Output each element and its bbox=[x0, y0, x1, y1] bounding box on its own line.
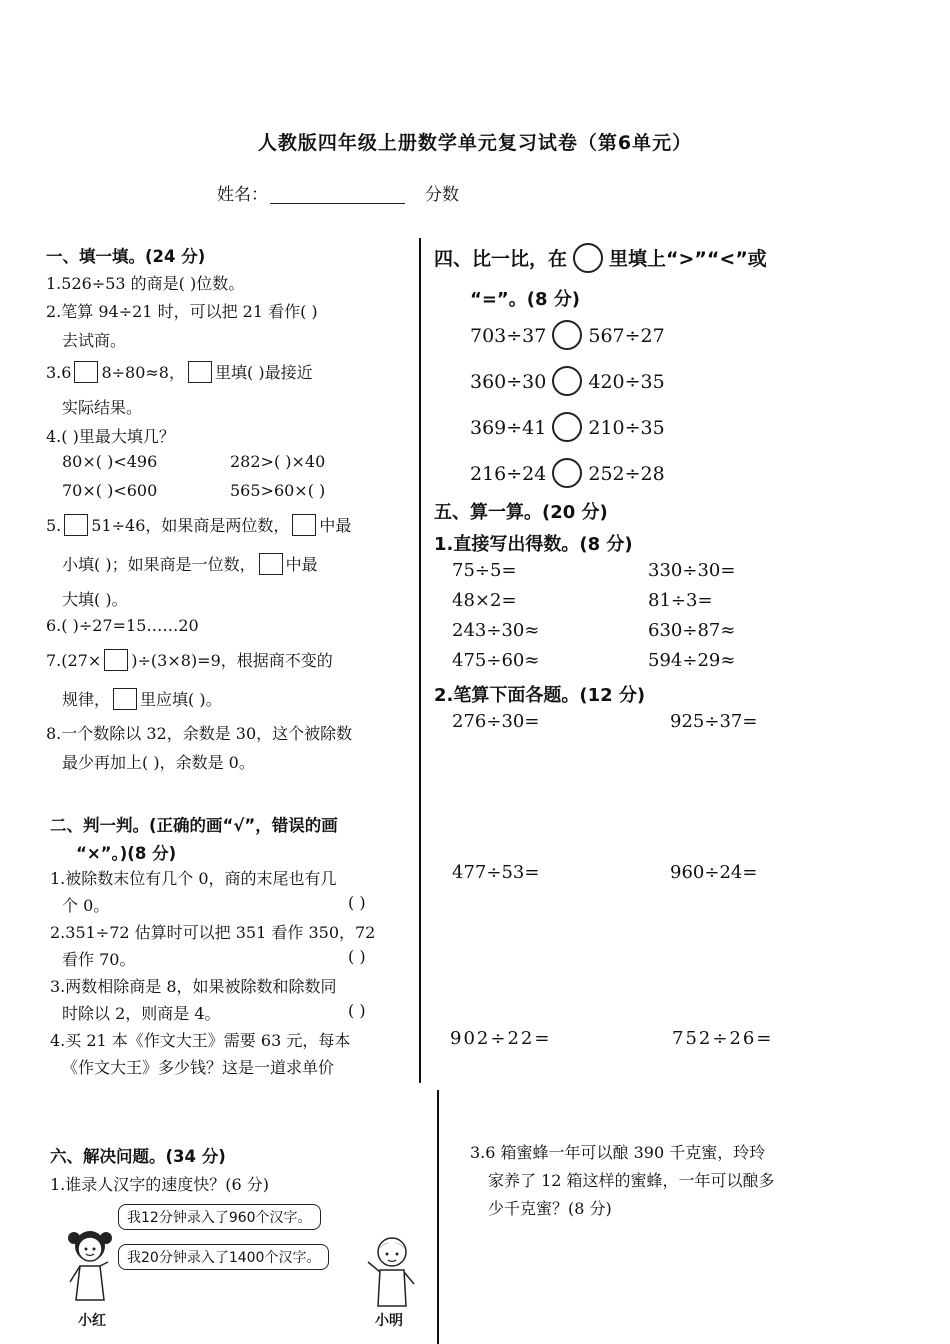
s1-q4-r2a: 70×( )<600 bbox=[62, 481, 158, 500]
s1-q5b bbox=[62, 552, 318, 575]
section6-heading: 六、解决问题。(34 分) bbox=[50, 1147, 226, 1166]
s1-q8a: 8.一个数除以 32，余数是 30，这个被除数 bbox=[46, 724, 353, 743]
section2-heading: 二、判一判。(正确的画“√”，错误的画 bbox=[50, 816, 338, 835]
s1-q7b-post: 里应填( )。 bbox=[140, 690, 222, 709]
written-calc: 902÷22= bbox=[450, 1028, 552, 1049]
column-divider-bottom bbox=[437, 1090, 439, 1344]
answer-box[interactable] bbox=[113, 688, 137, 710]
direct-calc: 81÷3= bbox=[648, 590, 713, 611]
s6-q3b: 家养了 12 箱这样的蜜蜂，一年可以酿多 bbox=[488, 1171, 775, 1190]
written-calc: 752÷26= bbox=[672, 1028, 774, 1049]
s1-q4: 4.( )里最大填几？ bbox=[46, 427, 175, 446]
s1-q6: 6.( )÷27=15……20 bbox=[46, 616, 199, 635]
direct-calc: 75÷5= bbox=[452, 560, 517, 581]
direct-calc: 48×2= bbox=[452, 590, 517, 611]
s1-q5a-pre: 5. bbox=[46, 516, 62, 535]
compare-row bbox=[470, 458, 665, 488]
answer-box[interactable] bbox=[188, 361, 212, 383]
written-calc: 477÷53= bbox=[452, 862, 540, 883]
s1-q1: 1.526÷53 的商是( )位数。 bbox=[46, 274, 245, 293]
s1-q3b: 实际结果。 bbox=[62, 398, 143, 417]
compare-circle[interactable] bbox=[552, 412, 582, 442]
compare-right: 567÷27 bbox=[588, 325, 665, 347]
judge-paren[interactable]: ( ) bbox=[348, 1001, 366, 1020]
s2-q1a: 1.被除数末位有几个 0，商的末尾也有几 bbox=[50, 869, 337, 888]
page-title: 人教版四年级上册数学单元复习试卷（第6单元） bbox=[257, 132, 693, 154]
s6-q3c: 少千克蜜？(8 分) bbox=[488, 1199, 612, 1218]
answer-box[interactable] bbox=[259, 553, 283, 575]
compare-circle[interactable] bbox=[552, 320, 582, 350]
s1-q7b-pre: 规律， bbox=[62, 690, 111, 709]
s1-q5c: 大填( )。 bbox=[62, 590, 128, 609]
s1-q5a-post: 中最 bbox=[319, 516, 352, 535]
s1-q4-r2b: 565>60×( ) bbox=[230, 481, 326, 500]
section4-heading bbox=[434, 243, 767, 273]
compare-circle[interactable] bbox=[552, 366, 582, 396]
name-score-line bbox=[217, 180, 459, 205]
s1-q5a-mid: 51÷46，如果商是两位数， bbox=[91, 516, 290, 535]
compare-left: 360÷30 bbox=[470, 371, 547, 393]
s1-q2b: 去试商。 bbox=[62, 331, 127, 350]
compare-right: 210÷35 bbox=[588, 417, 665, 439]
s2-q4a: 4.买 21 本《作文大王》需要 63 元，每本 bbox=[50, 1031, 351, 1050]
written-calc: 925÷37= bbox=[670, 711, 758, 732]
girl-illustration-icon bbox=[60, 1222, 122, 1306]
s2-q3b: 时除以 2，则商是 4。 bbox=[62, 1004, 221, 1023]
answer-box[interactable] bbox=[64, 514, 88, 536]
s2-q2b: 看作 70。 bbox=[62, 950, 136, 969]
compare-row bbox=[470, 366, 665, 396]
compare-right: 420÷35 bbox=[588, 371, 665, 393]
speech-bubble-xiaohong: 我12分钟录入了960个汉字。 bbox=[118, 1204, 321, 1230]
section1-heading: 一、填一填。(24 分) bbox=[46, 247, 206, 266]
s4-heading-b: 里填上“>”“<”或 bbox=[609, 248, 767, 270]
direct-calc: 243÷30≈ bbox=[452, 620, 540, 641]
section2-heading-cont: “×”。)(8 分) bbox=[76, 844, 177, 863]
s2-q1b: 个 0。 bbox=[62, 896, 110, 915]
column-divider-top bbox=[419, 238, 421, 1083]
s1-q2a: 2.笔算 94÷21 时，可以把 21 看作( ) bbox=[46, 302, 318, 321]
name-xiaoming: 小明 bbox=[375, 1313, 403, 1329]
name-label: 姓名： bbox=[217, 185, 268, 205]
s1-q5b-pre: 小填( )；如果商是一位数， bbox=[62, 555, 256, 574]
s1-q3a-post: 里填( )最接近 bbox=[215, 363, 313, 382]
written-calc: 960÷24= bbox=[670, 862, 758, 883]
section5-heading: 五、算一算。(20 分) bbox=[434, 502, 608, 523]
compare-right: 252÷28 bbox=[588, 463, 665, 485]
s1-q5a bbox=[46, 513, 351, 536]
compare-row bbox=[470, 320, 665, 350]
score-label: 分数 bbox=[425, 185, 459, 205]
s1-q4-r1b: 282>( )×40 bbox=[230, 452, 326, 471]
s1-q7b bbox=[62, 687, 222, 710]
s1-q7a bbox=[46, 648, 333, 671]
judge-paren[interactable]: ( ) bbox=[348, 947, 366, 966]
s2-q4b: 《作文大王》多少钱？这是一道求单价 bbox=[62, 1058, 335, 1077]
answer-box[interactable] bbox=[74, 361, 98, 383]
s6-q1: 1.谁录人汉字的速度快？(6 分) bbox=[50, 1175, 270, 1194]
name-blank[interactable] bbox=[270, 185, 405, 204]
s1-q3a bbox=[46, 360, 313, 383]
direct-calc: 630÷87≈ bbox=[648, 620, 736, 641]
s1-q8b: 最少再加上( )，余数是 0。 bbox=[62, 753, 255, 772]
s1-q3a-pre: 3.6 bbox=[46, 363, 72, 382]
compare-left: 369÷41 bbox=[470, 417, 547, 439]
section4-heading-cont: “=”。(8 分) bbox=[470, 289, 580, 310]
s6-q3a: 3.6 箱蜜蜂一年可以酿 390 千克蜜，玲玲 bbox=[470, 1143, 766, 1162]
compare-circle[interactable] bbox=[552, 458, 582, 488]
s5-sub1: 1.直接写出得数。(8 分) bbox=[434, 534, 633, 555]
s1-q7a-pre: 7.(27× bbox=[46, 651, 102, 670]
s2-q2a: 2.351÷72 估算时可以把 351 看作 350，72 bbox=[50, 923, 376, 942]
speech-bubble-xiaoming: 我20分钟录入了1400个汉字。 bbox=[118, 1244, 329, 1270]
answer-box[interactable] bbox=[292, 514, 316, 536]
direct-calc: 330÷30= bbox=[648, 560, 736, 581]
boy-illustration-icon bbox=[360, 1232, 422, 1310]
answer-box[interactable] bbox=[104, 649, 128, 671]
s1-q7a-post: )÷(3×8)=9，根据商不变的 bbox=[131, 651, 333, 670]
s1-q4-r1a: 80×( )<496 bbox=[62, 452, 158, 471]
direct-calc: 594÷29≈ bbox=[648, 650, 736, 671]
judge-paren[interactable]: ( ) bbox=[348, 893, 366, 912]
direct-calc: 475÷60≈ bbox=[452, 650, 540, 671]
circle-icon bbox=[573, 243, 603, 273]
s5-sub2: 2.笔算下面各题。(12 分) bbox=[434, 685, 646, 706]
compare-row bbox=[470, 412, 665, 442]
s1-q5b-post: 中最 bbox=[285, 555, 318, 574]
compare-left: 703÷37 bbox=[470, 325, 547, 347]
compare-left: 216÷24 bbox=[470, 463, 547, 485]
s2-q3a: 3.两数相除商是 8，如果被除数和除数同 bbox=[50, 977, 337, 996]
s4-heading-a: 四、比一比，在 bbox=[434, 248, 568, 270]
name-xiaohong: 小红 bbox=[78, 1313, 106, 1329]
s1-q3a-mid: 8÷80≈8， bbox=[101, 363, 185, 382]
written-calc: 276÷30= bbox=[452, 711, 540, 732]
